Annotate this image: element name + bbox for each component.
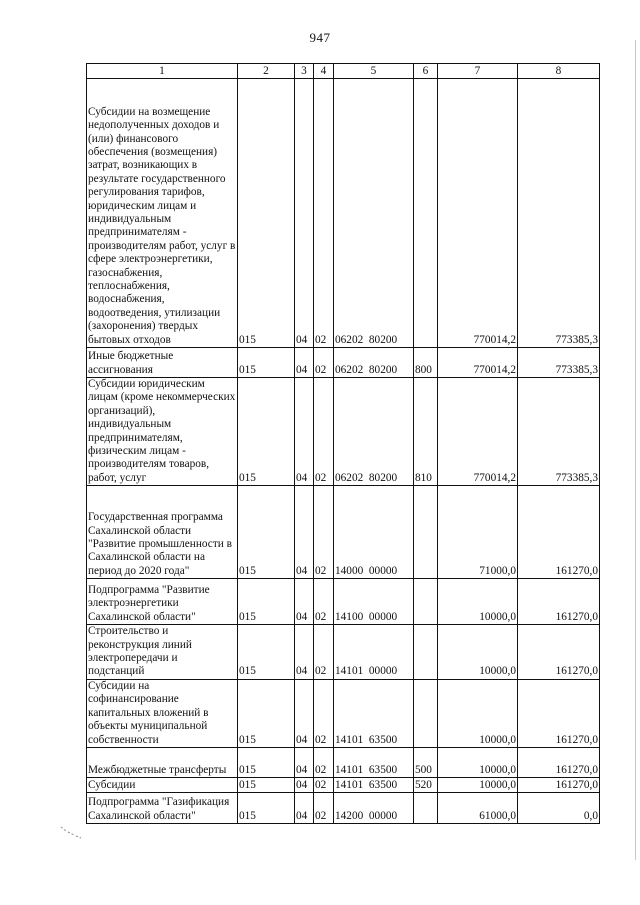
table-row [87,625,600,680]
cell-col-3: 04 [295,79,314,348]
cell-col-7: 10000,0 [438,579,518,625]
cell-col-5: 14101 63500 [334,747,414,777]
cell-col-4: 02 [314,579,334,625]
cell-col-4: 02 [314,747,334,777]
cell-col-6 [414,486,438,579]
cell-col-5: 06202 80200 [334,348,414,378]
table-row [87,378,600,486]
row-name: Государственная программа Сахалинской области "Развитие промышленности в Сахалинской области на период до 2020 года" [87,486,238,579]
cell-col-6 [414,79,438,348]
cell-col-6 [414,792,438,823]
cell-col-5: 14101 00000 [334,625,414,680]
table-row [87,579,600,625]
cell-col-3: 04 [295,679,314,747]
cell-col-3: 04 [295,747,314,777]
cell-col-6 [414,679,438,747]
cell-col-4: 02 [314,792,334,823]
cell-col-3: 04 [295,378,314,486]
cell-col-3: 04 [295,625,314,680]
cell-col-6 [414,579,438,625]
table-row [87,747,600,777]
cell-col-8: 161270,0 [518,777,600,792]
cell-col-6: 500 [414,747,438,777]
header-col-1: 1 [87,64,238,79]
header-col-5: 5 [334,64,414,79]
cell-col-2: 015 [238,378,295,486]
cell-col-4: 02 [314,679,334,747]
header-col-7: 7 [438,64,518,79]
header-col-2: 2 [238,64,295,79]
cell-col-5: 14100 00000 [334,579,414,625]
cell-col-7: 10000,0 [438,777,518,792]
scan-edge-line [635,40,636,860]
cell-col-8: 161270,0 [518,679,600,747]
cell-col-7: 770014,2 [438,378,518,486]
cell-col-8: 0,0 [518,792,600,823]
row-name: Иные бюджетные ассигнования [87,348,238,378]
cell-col-6 [414,625,438,680]
table-row [87,777,600,792]
cell-col-7: 71000,0 [438,486,518,579]
cell-col-4: 02 [314,777,334,792]
header-col-3: 3 [295,64,314,79]
cell-col-8: 773385,3 [518,348,600,378]
table-row [87,486,600,579]
cell-col-3: 04 [295,348,314,378]
cell-col-2: 015 [238,679,295,747]
header-row [87,64,600,79]
cell-col-8: 161270,0 [518,486,600,579]
cell-col-8: 773385,3 [518,378,600,486]
cell-col-4: 02 [314,486,334,579]
header-col-8: 8 [518,64,600,79]
cell-col-4: 02 [314,79,334,348]
table-row [87,679,600,747]
cell-col-5: 14101 63500 [334,777,414,792]
cell-col-4: 02 [314,625,334,680]
cell-col-2: 015 [238,348,295,378]
cell-col-7: 770014,2 [438,348,518,378]
cell-col-2: 015 [238,777,295,792]
cell-col-7: 61000,0 [438,792,518,823]
row-name: Субсидии [87,777,238,792]
row-name: Подпрограмма "Развитие электроэнергетики Сахалинской области" [87,579,238,625]
page-number: 947 [309,30,331,45]
cell-col-2: 015 [238,79,295,348]
row-name: Межбюджетные трансферты [87,747,238,777]
scan-artifact-mark [60,825,82,839]
row-name: Субсидии юридическим лицам (кроме некоммерческих организаций), индивидуальным предпринимателям, физическим лицам - производителям товаров, работ, услуг [87,378,238,486]
row-name: Субсидии на возмещение недополученных доходов и (или) финансового обеспечения (возмещения) затрат, возникающих в результате государственного регулирования тарифов, юридическим лицам и индивидуальным предпринимателям - производителям работ, услуг в сфере электроэнергетики, газоснабжения, теплоснабжения, водоснабжения, водоотведения, утилизации (захоронения) твердых бытовых отходов [87,79,238,348]
row-name: Подпрограмма "Газификация Сахалинской области" [87,792,238,823]
cell-col-3: 04 [295,792,314,823]
table-row [87,792,600,823]
cell-col-8: 161270,0 [518,747,600,777]
cell-col-6: 810 [414,378,438,486]
table-row [87,348,600,378]
cell-col-7: 770014,2 [438,79,518,348]
cell-col-7: 10000,0 [438,747,518,777]
cell-col-5: 06202 80200 [334,79,414,348]
cell-col-5: 06202 80200 [334,378,414,486]
cell-col-5: 14101 63500 [334,679,414,747]
header-col-6: 6 [414,64,438,79]
row-name: Строительство и реконструкция линий электропередачи и подстанций [87,625,238,680]
cell-col-3: 04 [295,579,314,625]
cell-col-8: 773385,3 [518,79,600,348]
cell-col-2: 015 [238,625,295,680]
cell-col-3: 04 [295,777,314,792]
cell-col-4: 02 [314,378,334,486]
cell-col-7: 10000,0 [438,679,518,747]
table-row [87,79,600,348]
cell-col-5: 14200 00000 [334,792,414,823]
cell-col-2: 015 [238,486,295,579]
cell-col-6: 800 [414,348,438,378]
cell-col-7: 10000,0 [438,625,518,680]
cell-col-3: 04 [295,486,314,579]
cell-col-2: 015 [238,747,295,777]
header-col-4: 4 [314,64,334,79]
cell-col-6: 520 [414,777,438,792]
row-name: Субсидии на софинансирование капитальных вложений в объекты муниципальной собственности [87,679,238,747]
cell-col-5: 14000 00000 [334,486,414,579]
cell-col-8: 161270,0 [518,625,600,680]
budget-table [86,63,600,824]
cell-col-4: 02 [314,348,334,378]
cell-col-2: 015 [238,792,295,823]
cell-col-8: 161270,0 [518,579,600,625]
cell-col-2: 015 [238,579,295,625]
